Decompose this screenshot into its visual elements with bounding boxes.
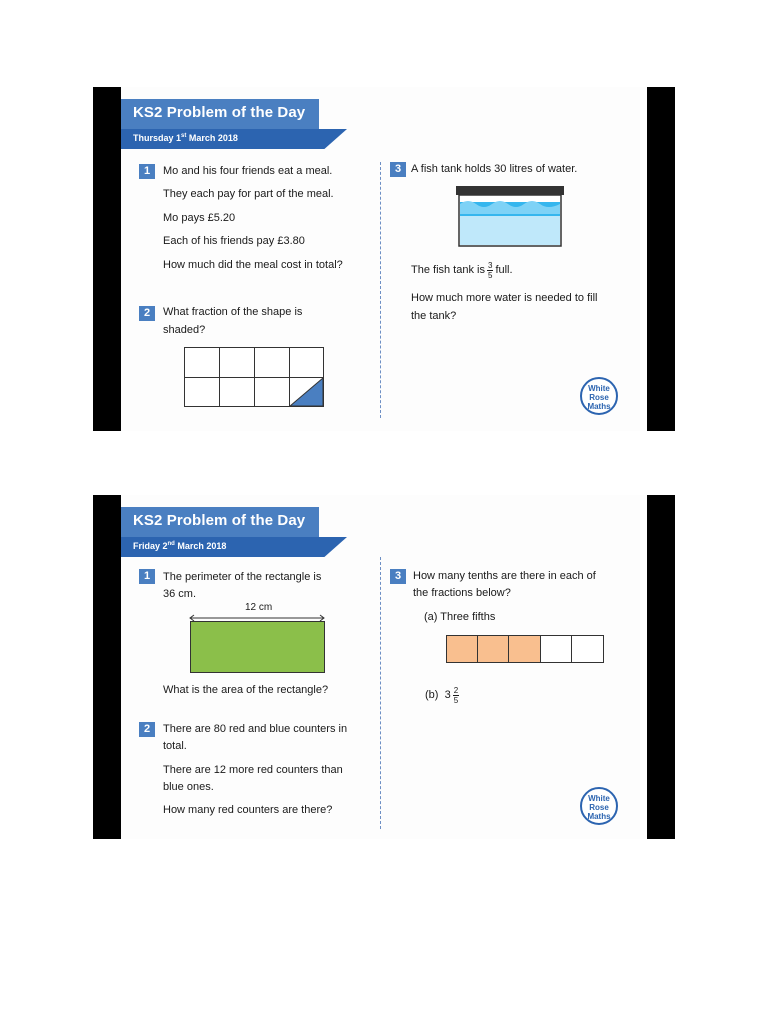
three-fifths-fraction: $\frac{3}{5}$ (487, 260, 493, 280)
column-divider (380, 162, 381, 418)
slide-2 (93, 495, 675, 839)
grid-cell-shaded (289, 377, 324, 407)
dimension-label: 12 cm (245, 602, 273, 613)
shaded-triangle (290, 378, 323, 406)
slide-title: KS2 Problem of the Day (133, 512, 306, 529)
q1-line: Mo pays £5.20 (163, 212, 236, 224)
slide-title: KS2 Problem of the Day (133, 104, 306, 121)
question-3-number: 3 (390, 162, 406, 177)
q2-line: There are 80 red and blue counters in (163, 723, 348, 735)
slide-1 (93, 87, 675, 431)
grid-cell (219, 347, 255, 378)
question-3-number: 3 (390, 569, 406, 584)
bar-cell-shaded (446, 635, 478, 663)
q1-line: What is the area of the rectangle? (163, 684, 329, 696)
q1-line: How much did the meal cost in total? (163, 259, 343, 271)
fraction-bar (446, 635, 604, 663)
column-divider (380, 557, 381, 829)
bar-cell (540, 635, 573, 663)
white-rose-maths-logo: White Rose Maths (580, 377, 618, 415)
question-2-number: 2 (139, 722, 155, 737)
q2-line: There are 12 more red counters than (163, 764, 343, 776)
grid-cell (184, 347, 220, 378)
fish-tank-image (456, 186, 564, 249)
question-2-number: 2 (139, 306, 155, 321)
q2-line: total. (163, 740, 187, 752)
mixed-number-fraction: $\frac{2}{5}$ (453, 685, 459, 705)
q2-line: blue ones. (163, 781, 214, 793)
grid-cell (219, 377, 255, 407)
q2-line: How many red counters are there? (163, 804, 333, 816)
grid-cell (254, 377, 290, 407)
question-1-number: 1 (139, 569, 155, 584)
q3-line: A fish tank holds 30 litres of water. (411, 163, 578, 175)
slide-2-content (121, 495, 647, 839)
part-b: (b) 3 $\frac{2}{5}$ (425, 685, 459, 705)
q3-fill-line: The fish tank is $\frac{3}{5}$ full. (411, 260, 513, 280)
q1-line: They each pay for part of the meal. (163, 188, 334, 200)
white-rose-maths-logo: White Rose Maths (580, 787, 618, 825)
q1-line: Mo and his four friends eat a meal. (163, 165, 333, 177)
q3-line: How much more water is needed to fill (411, 292, 598, 304)
grid-cell (289, 347, 324, 378)
q3-line: the fractions below? (413, 587, 511, 599)
q3-line: the tank? (411, 310, 457, 322)
bar-cell-shaded (508, 635, 541, 663)
q1-line: The perimeter of the rectangle is (163, 571, 322, 583)
grid-cell (254, 347, 290, 378)
question-1-number: 1 (139, 164, 155, 179)
part-a-label: (a) Three fifths (424, 611, 496, 623)
grid-cell (184, 377, 220, 407)
slide-date: Friday 2nd March 2018 (133, 541, 227, 551)
slide-1-content (121, 87, 647, 431)
q2-line: What fraction of the shape is (163, 306, 303, 318)
bar-cell (571, 635, 604, 663)
bar-cell-shaded (477, 635, 510, 663)
green-rectangle (190, 621, 325, 673)
q1-line: Each of his friends pay £3.80 (163, 235, 305, 247)
fraction-grid-shape (184, 347, 324, 407)
q2-line: shaded? (163, 324, 206, 336)
q3-line: How many tenths are there in each of (413, 570, 596, 582)
slide-date: Thursday 1st March 2018 (133, 133, 238, 143)
q1-line: 36 cm. (163, 588, 197, 600)
